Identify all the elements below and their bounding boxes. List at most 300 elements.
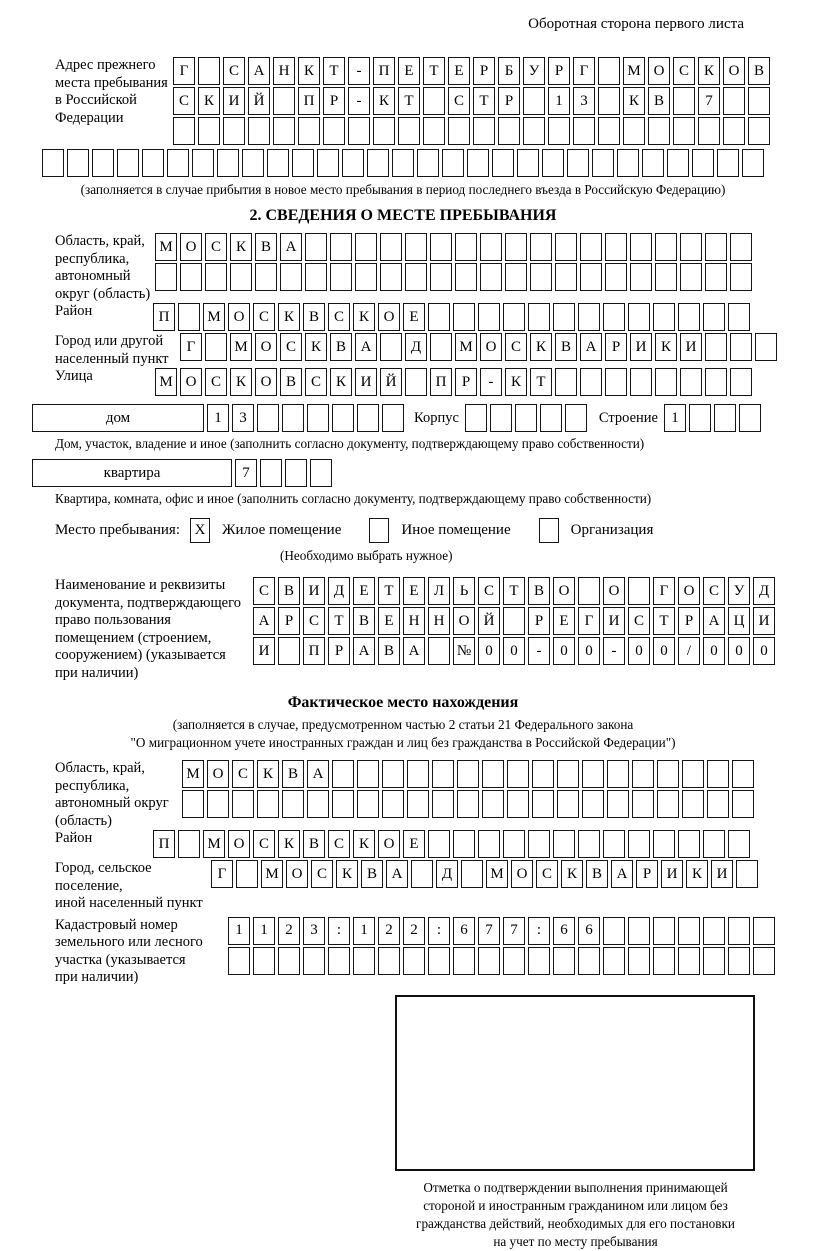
char-cell[interactable]: Г	[653, 577, 675, 605]
char-cell[interactable]	[653, 303, 675, 331]
char-cell[interactable]	[630, 368, 652, 396]
char-cell[interactable]	[503, 303, 525, 331]
char-cell[interactable]	[655, 368, 677, 396]
char-cell[interactable]: Т	[530, 368, 552, 396]
char-cell[interactable]	[348, 117, 370, 145]
char-cell[interactable]: -	[603, 637, 625, 665]
char-cell[interactable]: Г	[180, 333, 202, 361]
char-cell[interactable]	[680, 263, 702, 291]
char-cell[interactable]	[373, 117, 395, 145]
char-cell[interactable]	[582, 760, 604, 788]
char-cell[interactable]: 6	[453, 917, 475, 945]
char-cell[interactable]: С	[205, 368, 227, 396]
char-cell[interactable]: С	[311, 860, 333, 888]
char-cell[interactable]	[553, 830, 575, 858]
char-cell[interactable]: С	[223, 57, 245, 85]
char-cell[interactable]: О	[453, 607, 475, 635]
char-cell[interactable]: А	[580, 333, 602, 361]
char-cell[interactable]	[273, 87, 295, 115]
char-cell[interactable]	[230, 263, 252, 291]
char-cell[interactable]: О	[255, 368, 277, 396]
char-cell[interactable]: А	[611, 860, 633, 888]
char-cell[interactable]: :	[428, 917, 450, 945]
char-cell[interactable]: В	[555, 333, 577, 361]
char-cell[interactable]: Т	[378, 577, 400, 605]
char-cell[interactable]: И	[303, 577, 325, 605]
char-cell[interactable]	[705, 233, 727, 261]
char-cell[interactable]: №	[453, 637, 475, 665]
char-cell[interactable]: В	[528, 577, 550, 605]
char-cell[interactable]	[455, 233, 477, 261]
char-cell[interactable]	[278, 637, 300, 665]
char-cell[interactable]	[653, 947, 675, 975]
char-cell[interactable]	[432, 790, 454, 818]
char-cell[interactable]	[603, 830, 625, 858]
char-cell[interactable]: П	[298, 87, 320, 115]
char-cell[interactable]	[739, 404, 761, 432]
char-cell[interactable]: В	[255, 233, 277, 261]
char-cell[interactable]	[405, 263, 427, 291]
char-cell[interactable]	[748, 117, 770, 145]
char-cell[interactable]: П	[303, 637, 325, 665]
char-cell[interactable]	[598, 87, 620, 115]
char-cell[interactable]: С	[478, 577, 500, 605]
char-cell[interactable]: О	[378, 303, 400, 331]
char-cell[interactable]: О	[648, 57, 670, 85]
char-cell[interactable]	[605, 263, 627, 291]
char-cell[interactable]: К	[353, 303, 375, 331]
checkbox-residential[interactable]: X	[190, 518, 210, 543]
char-cell[interactable]	[682, 760, 704, 788]
char-cell[interactable]	[453, 830, 475, 858]
char-cell[interactable]	[517, 149, 539, 177]
char-cell[interactable]	[478, 830, 500, 858]
char-cell[interactable]: К	[655, 333, 677, 361]
char-cell[interactable]	[578, 947, 600, 975]
char-cell[interactable]	[378, 947, 400, 975]
char-cell[interactable]: 0	[753, 637, 775, 665]
char-cell[interactable]	[257, 790, 279, 818]
char-cell[interactable]	[430, 263, 452, 291]
char-cell[interactable]: В	[586, 860, 608, 888]
char-cell[interactable]	[192, 149, 214, 177]
char-cell[interactable]	[330, 233, 352, 261]
char-cell[interactable]: 1	[548, 87, 570, 115]
char-cell[interactable]: А	[253, 607, 275, 635]
char-cell[interactable]: О	[228, 303, 250, 331]
char-cell[interactable]	[353, 947, 375, 975]
char-cell[interactable]	[442, 149, 464, 177]
char-cell[interactable]	[678, 947, 700, 975]
char-cell[interactable]: А	[307, 760, 329, 788]
char-cell[interactable]	[628, 917, 650, 945]
char-cell[interactable]	[367, 149, 389, 177]
char-cell[interactable]: О	[723, 57, 745, 85]
char-cell[interactable]	[523, 117, 545, 145]
char-cell[interactable]: Т	[473, 87, 495, 115]
char-cell[interactable]	[703, 947, 725, 975]
char-cell[interactable]	[530, 233, 552, 261]
char-cell[interactable]: А	[280, 233, 302, 261]
char-cell[interactable]	[180, 263, 202, 291]
char-cell[interactable]: О	[180, 233, 202, 261]
char-cell[interactable]: Т	[323, 57, 345, 85]
char-cell[interactable]	[398, 117, 420, 145]
char-cell[interactable]	[703, 303, 725, 331]
char-cell[interactable]: К	[505, 368, 527, 396]
char-cell[interactable]	[405, 368, 427, 396]
char-cell[interactable]	[607, 760, 629, 788]
char-cell[interactable]	[273, 117, 295, 145]
char-cell[interactable]: 1	[353, 917, 375, 945]
char-cell[interactable]	[173, 117, 195, 145]
char-cell[interactable]: О	[180, 368, 202, 396]
char-cell[interactable]: Й	[380, 368, 402, 396]
char-cell[interactable]	[653, 830, 675, 858]
char-cell[interactable]	[628, 830, 650, 858]
char-cell[interactable]	[592, 149, 614, 177]
char-cell[interactable]: 7	[698, 87, 720, 115]
char-cell[interactable]	[92, 149, 114, 177]
char-cell[interactable]: А	[353, 637, 375, 665]
char-cell[interactable]	[392, 149, 414, 177]
char-cell[interactable]: С	[536, 860, 558, 888]
char-cell[interactable]	[298, 117, 320, 145]
char-cell[interactable]	[253, 947, 275, 975]
char-cell[interactable]	[705, 263, 727, 291]
char-cell[interactable]	[603, 917, 625, 945]
char-cell[interactable]	[553, 303, 575, 331]
char-cell[interactable]: М	[155, 368, 177, 396]
char-cell[interactable]	[457, 760, 479, 788]
char-cell[interactable]: -	[348, 57, 370, 85]
char-cell[interactable]: С	[253, 303, 275, 331]
char-cell[interactable]	[430, 233, 452, 261]
char-cell[interactable]	[632, 790, 654, 818]
char-cell[interactable]	[455, 263, 477, 291]
char-cell[interactable]	[642, 149, 664, 177]
char-cell[interactable]	[382, 404, 404, 432]
char-cell[interactable]	[357, 760, 379, 788]
char-cell[interactable]	[657, 790, 679, 818]
char-cell[interactable]	[528, 303, 550, 331]
char-cell[interactable]	[528, 947, 550, 975]
char-cell[interactable]	[465, 404, 487, 432]
char-cell[interactable]	[728, 917, 750, 945]
char-cell[interactable]	[732, 790, 754, 818]
char-cell[interactable]	[523, 87, 545, 115]
char-cell[interactable]: Т	[503, 577, 525, 605]
char-cell[interactable]	[678, 917, 700, 945]
char-cell[interactable]	[503, 830, 525, 858]
char-cell[interactable]	[492, 149, 514, 177]
char-cell[interactable]	[255, 263, 277, 291]
char-cell[interactable]	[607, 790, 629, 818]
char-cell[interactable]	[628, 303, 650, 331]
char-cell[interactable]	[723, 87, 745, 115]
char-cell[interactable]	[705, 368, 727, 396]
char-cell[interactable]: И	[711, 860, 733, 888]
char-cell[interactable]	[457, 790, 479, 818]
char-cell[interactable]: В	[748, 57, 770, 85]
char-cell[interactable]	[655, 263, 677, 291]
char-cell[interactable]	[453, 947, 475, 975]
char-cell[interactable]: Д	[328, 577, 350, 605]
char-cell[interactable]	[742, 149, 764, 177]
char-cell[interactable]: В	[278, 577, 300, 605]
char-cell[interactable]	[207, 790, 229, 818]
char-cell[interactable]: 2	[403, 917, 425, 945]
char-cell[interactable]: 0	[478, 637, 500, 665]
char-cell[interactable]	[623, 117, 645, 145]
char-cell[interactable]: 3	[303, 917, 325, 945]
char-cell[interactable]: Н	[428, 607, 450, 635]
char-cell[interactable]	[730, 263, 752, 291]
char-cell[interactable]	[357, 404, 379, 432]
char-cell[interactable]	[403, 947, 425, 975]
char-cell[interactable]	[682, 790, 704, 818]
char-cell[interactable]	[482, 790, 504, 818]
char-cell[interactable]	[142, 149, 164, 177]
char-cell[interactable]	[355, 233, 377, 261]
char-cell[interactable]	[453, 303, 475, 331]
char-cell[interactable]: Т	[423, 57, 445, 85]
char-cell[interactable]	[178, 830, 200, 858]
char-cell[interactable]	[507, 790, 529, 818]
char-cell[interactable]	[598, 117, 620, 145]
char-cell[interactable]: А	[248, 57, 270, 85]
char-cell[interactable]	[428, 637, 450, 665]
char-cell[interactable]: Й	[248, 87, 270, 115]
char-cell[interactable]	[280, 263, 302, 291]
char-cell[interactable]	[417, 149, 439, 177]
char-cell[interactable]	[582, 790, 604, 818]
char-cell[interactable]	[628, 947, 650, 975]
char-cell[interactable]	[407, 760, 429, 788]
char-cell[interactable]	[478, 947, 500, 975]
char-cell[interactable]	[730, 333, 752, 361]
char-cell[interactable]	[332, 790, 354, 818]
char-cell[interactable]: 2	[278, 917, 300, 945]
char-cell[interactable]: И	[661, 860, 683, 888]
char-cell[interactable]	[155, 263, 177, 291]
char-cell[interactable]	[380, 233, 402, 261]
char-cell[interactable]	[260, 459, 282, 487]
char-cell[interactable]: Р	[636, 860, 658, 888]
char-cell[interactable]	[505, 263, 527, 291]
char-cell[interactable]: М	[261, 860, 283, 888]
char-cell[interactable]: Е	[398, 57, 420, 85]
char-cell[interactable]	[380, 263, 402, 291]
char-cell[interactable]: 3	[573, 87, 595, 115]
char-cell[interactable]	[689, 404, 711, 432]
char-cell[interactable]	[317, 149, 339, 177]
char-cell[interactable]: Т	[653, 607, 675, 635]
char-cell[interactable]: И	[753, 607, 775, 635]
char-cell[interactable]	[248, 117, 270, 145]
char-cell[interactable]	[330, 263, 352, 291]
char-cell[interactable]: Т	[398, 87, 420, 115]
char-cell[interactable]	[578, 830, 600, 858]
char-cell[interactable]	[498, 117, 520, 145]
char-cell[interactable]	[328, 947, 350, 975]
char-cell[interactable]: С	[448, 87, 470, 115]
char-cell[interactable]: 6	[553, 917, 575, 945]
char-cell[interactable]	[548, 117, 570, 145]
char-cell[interactable]	[342, 149, 364, 177]
char-cell[interactable]	[507, 760, 529, 788]
char-cell[interactable]	[428, 303, 450, 331]
char-cell[interactable]: С	[628, 607, 650, 635]
char-cell[interactable]	[673, 117, 695, 145]
char-cell[interactable]	[198, 117, 220, 145]
char-cell[interactable]: И	[603, 607, 625, 635]
char-cell[interactable]	[723, 117, 745, 145]
char-cell[interactable]	[42, 149, 64, 177]
char-cell[interactable]	[578, 577, 600, 605]
char-cell[interactable]	[407, 790, 429, 818]
char-cell[interactable]	[461, 860, 483, 888]
char-cell[interactable]: С	[303, 607, 325, 635]
char-cell[interactable]	[698, 117, 720, 145]
char-cell[interactable]: В	[330, 333, 352, 361]
char-cell[interactable]: Г	[573, 57, 595, 85]
char-cell[interactable]: К	[530, 333, 552, 361]
char-cell[interactable]	[580, 233, 602, 261]
char-cell[interactable]	[423, 117, 445, 145]
char-cell[interactable]: В	[648, 87, 670, 115]
char-cell[interactable]	[505, 233, 527, 261]
char-cell[interactable]	[703, 917, 725, 945]
char-cell[interactable]	[473, 117, 495, 145]
char-cell[interactable]: Е	[403, 303, 425, 331]
char-cell[interactable]: К	[698, 57, 720, 85]
char-cell[interactable]	[228, 947, 250, 975]
char-cell[interactable]	[578, 303, 600, 331]
char-cell[interactable]: У	[728, 577, 750, 605]
char-cell[interactable]	[478, 303, 500, 331]
char-cell[interactable]	[382, 790, 404, 818]
char-cell[interactable]: О	[480, 333, 502, 361]
char-cell[interactable]: С	[305, 368, 327, 396]
char-cell[interactable]	[332, 760, 354, 788]
char-cell[interactable]: В	[361, 860, 383, 888]
char-cell[interactable]	[565, 404, 587, 432]
char-cell[interactable]: Е	[403, 577, 425, 605]
char-cell[interactable]	[630, 263, 652, 291]
char-cell[interactable]	[515, 404, 537, 432]
char-cell[interactable]: И	[223, 87, 245, 115]
char-cell[interactable]	[428, 947, 450, 975]
char-cell[interactable]: Р	[548, 57, 570, 85]
char-cell[interactable]	[580, 263, 602, 291]
checkbox-other-premises[interactable]	[369, 518, 389, 543]
char-cell[interactable]: С	[703, 577, 725, 605]
char-cell[interactable]: С	[505, 333, 527, 361]
char-cell[interactable]	[430, 333, 452, 361]
char-cell[interactable]: К	[686, 860, 708, 888]
char-cell[interactable]: -	[528, 637, 550, 665]
char-cell[interactable]	[598, 57, 620, 85]
char-cell[interactable]: М	[203, 830, 225, 858]
char-cell[interactable]	[736, 860, 758, 888]
char-cell[interactable]	[411, 860, 433, 888]
char-cell[interactable]: О	[255, 333, 277, 361]
char-cell[interactable]	[732, 760, 754, 788]
char-cell[interactable]	[603, 303, 625, 331]
char-cell[interactable]: К	[230, 233, 252, 261]
char-cell[interactable]	[242, 149, 264, 177]
char-cell[interactable]: О	[511, 860, 533, 888]
char-cell[interactable]: К	[336, 860, 358, 888]
char-cell[interactable]: -	[348, 87, 370, 115]
char-cell[interactable]	[648, 117, 670, 145]
char-cell[interactable]: Ц	[728, 607, 750, 635]
char-cell[interactable]	[728, 830, 750, 858]
char-cell[interactable]	[448, 117, 470, 145]
char-cell[interactable]: Г	[173, 57, 195, 85]
char-cell[interactable]	[678, 303, 700, 331]
char-cell[interactable]: П	[430, 368, 452, 396]
char-cell[interactable]: В	[303, 303, 325, 331]
char-cell[interactable]	[703, 830, 725, 858]
char-cell[interactable]	[567, 149, 589, 177]
char-cell[interactable]: -	[480, 368, 502, 396]
char-cell[interactable]: О	[603, 577, 625, 605]
char-cell[interactable]: И	[680, 333, 702, 361]
char-cell[interactable]: П	[153, 830, 175, 858]
char-cell[interactable]: В	[353, 607, 375, 635]
char-cell[interactable]: С	[280, 333, 302, 361]
char-cell[interactable]	[503, 607, 525, 635]
char-cell[interactable]	[730, 368, 752, 396]
char-cell[interactable]: М	[486, 860, 508, 888]
char-cell[interactable]	[605, 233, 627, 261]
char-cell[interactable]: О	[286, 860, 308, 888]
char-cell[interactable]	[432, 760, 454, 788]
char-cell[interactable]	[307, 404, 329, 432]
char-cell[interactable]: Р	[605, 333, 627, 361]
char-cell[interactable]: О	[553, 577, 575, 605]
char-cell[interactable]: Е	[378, 607, 400, 635]
char-cell[interactable]	[555, 263, 577, 291]
char-cell[interactable]	[540, 404, 562, 432]
char-cell[interactable]: К	[305, 333, 327, 361]
char-cell[interactable]: М	[623, 57, 645, 85]
char-cell[interactable]	[282, 790, 304, 818]
char-cell[interactable]: К	[561, 860, 583, 888]
char-cell[interactable]	[503, 947, 525, 975]
char-cell[interactable]	[198, 57, 220, 85]
char-cell[interactable]	[714, 404, 736, 432]
char-cell[interactable]: Е	[353, 577, 375, 605]
char-cell[interactable]	[205, 263, 227, 291]
char-cell[interactable]	[223, 117, 245, 145]
char-cell[interactable]	[205, 333, 227, 361]
char-cell[interactable]	[632, 760, 654, 788]
char-cell[interactable]	[667, 149, 689, 177]
char-cell[interactable]: К	[330, 368, 352, 396]
char-cell[interactable]	[482, 760, 504, 788]
char-cell[interactable]	[603, 947, 625, 975]
char-cell[interactable]: К	[373, 87, 395, 115]
char-cell[interactable]: Р	[455, 368, 477, 396]
char-cell[interactable]: :	[528, 917, 550, 945]
char-cell[interactable]	[532, 760, 554, 788]
char-cell[interactable]: 0	[703, 637, 725, 665]
char-cell[interactable]	[292, 149, 314, 177]
char-cell[interactable]: М	[155, 233, 177, 261]
